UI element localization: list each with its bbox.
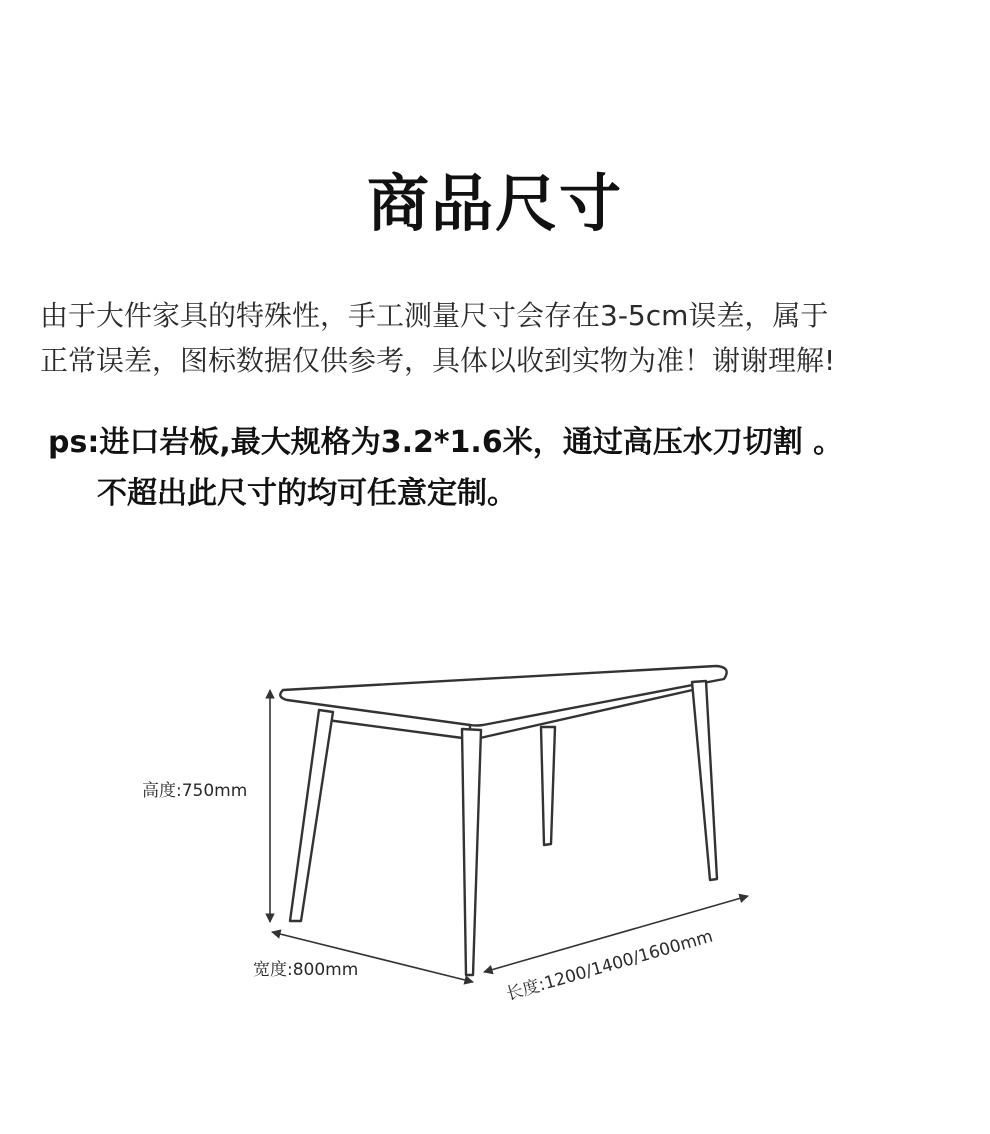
page-title: 商品尺寸 <box>366 167 623 240</box>
intro-line-2: 正常误差，图标数据仅供参考，具体以收到实物为准！谢谢理解! <box>40 344 836 377</box>
height-label: 高度:750mm <box>142 781 248 801</box>
ps-note-line-2: 不超出此尺寸的均可任意定制。 <box>97 476 517 511</box>
table-leg-front-right <box>692 681 717 880</box>
width-label: 宽度:800mm <box>253 960 359 980</box>
table-leg-front-left <box>290 710 333 921</box>
table-leg-back <box>541 727 555 845</box>
intro-line-1: 由于大件家具的特殊性，手工测量尺寸会存在3-5cm误差，属于 <box>40 299 829 332</box>
table-top <box>280 666 726 726</box>
length-label: 长度:1200/1400/1600mm <box>503 926 716 1005</box>
ps-note-line-1: ps:进口岩板,最大规格为3.2*1.6米，通过高压水刀切割 。 <box>48 425 844 460</box>
table-leg-front-center <box>462 729 481 975</box>
